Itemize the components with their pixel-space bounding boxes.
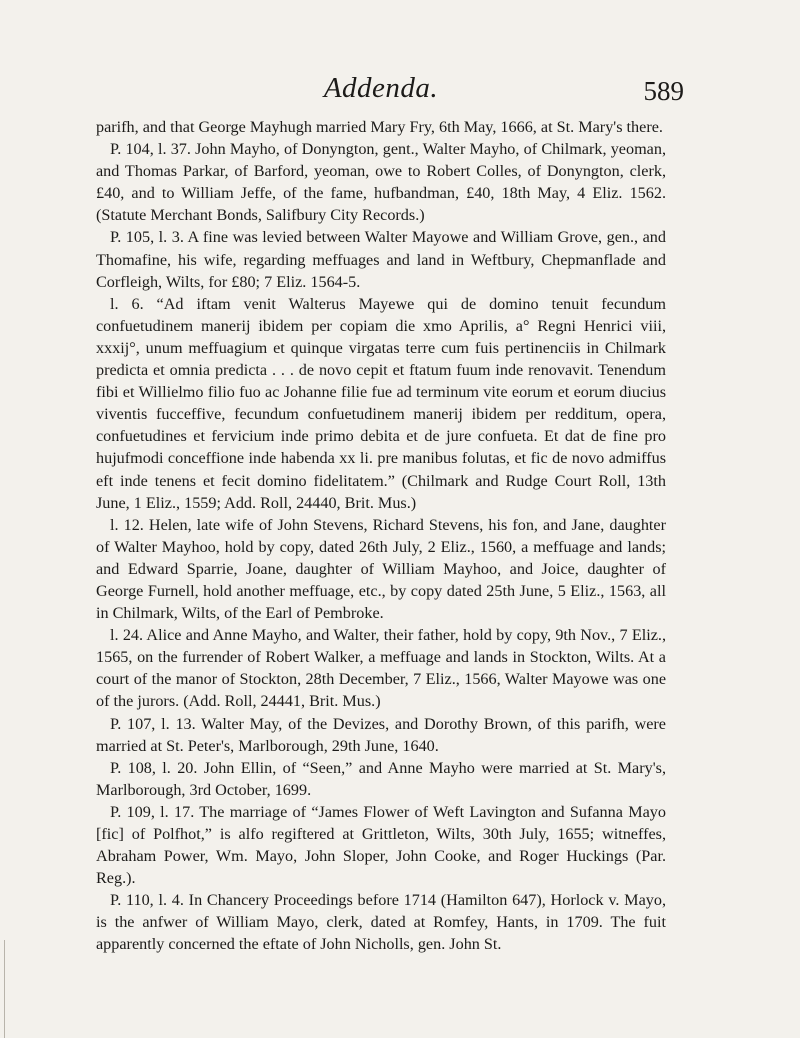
- paragraph-l12: l. 12. Helen, late wife of John Stevens, Richard Stevens, his fon, and Jane, daughter of Walter Mayhoo, hold by copy, dated 26th July, 2 Eliz., 1560, a meffuage and lands; and Edward Sparrie, Joane, daughter of William Mayhoo, and Joice, daughter of George Furnell, hold another meffuage, etc., by copy dated 25th June, 5 Eliz., 1563, all in Chilmark, Wilts, of the Earl of Pembroke.: [96, 515, 666, 623]
- running-head: [96, 72, 684, 112]
- running-title: Addenda.: [323, 72, 439, 104]
- paragraph-continuation: parifh, and that George Mayhugh married Mary Fry, 6th May, 1666, at St. Mary's there.: [96, 118, 663, 136]
- paragraph-latin-court-roll: l. 6. “Ad iftam venit Walterus Mayewe qui de domino tenuit fecundum confuetudinem manerij ibidem per copiam die xmo Aprilis, a° Regni Henrici viii, xxxij°, unum meffuagium et quinque virgatas terre cum fuis pertinenciis in Chilmark predicta et omnia predicta . . . de novo cepit et ftatum fuum inde renovavit. Tenendum fibi et Willielmo filio fuo ac Johanne filie fue ad terminum vite eorum et eorum diucius viventis fucceffive, fecundum confuetudinem manerij ibidem per redditum, opera, confuetudines et fervicium inde primo debita et de jure confueta. Et dat de fine pro hujufmodi conceffione inde habenda xx li. pre manibus folutas, et fic de novo admiffus eft inde tenens et fecit domino fidelitatem.” (Chilmark and Rudge Court Roll, 13th June, 1 Eliz., 1559; Add. Roll, 24440, Brit. Mus.): [96, 294, 666, 512]
- paragraph-l24: l. 24. Alice and Anne Mayho, and Walter, their father, hold by copy, 9th Nov., 7 Eliz., 1565, on the furrender of Robert Walker, a meffuage and lands in Stockton, Wilts. At a court of the manor of Stockton, 28th December, 7 Eliz., 1566, Walter Mayowe was one of the jurors. (Add. Roll, 24441, Brit. Mus.): [96, 626, 666, 711]
- paragraph-p104: P. 104, l. 37. John Mayho, of Donyngton, gent., Walter Mayho, of Chilmark, yeoman, and Thomas Parkar, of Barford, yeoman, owe to Robert Colles, of Donyngton, clerk, £40, and to William Jeffe, of the fame, hufbandman, £40, 18th May, 4 Eliz. 1562. (Statute Merchant Bonds, Salifbury City Records.): [96, 140, 666, 225]
- paragraph-p107: P. 107, l. 13. Walter May, of the Devizes, and Dorothy Brown, of this parifh, were married at St. Peter's, Marlborough, 29th June, 1640.: [96, 714, 666, 755]
- paragraph-p108: P. 108, l. 20. John Ellin, of “Seen,” and Anne Mayho were married at St. Mary's, Marlborough, 3rd October, 1699.: [96, 758, 666, 799]
- gutter-line: [4, 940, 5, 1038]
- paragraph-p109: P. 109, l. 17. The marriage of “James Flower of Weft Lavington and Sufanna Mayo [fic] of Polfhot,” is alfo regiftered at Grittleton, Wilts, 30th July, 1655; witneffes, Abraham Power, Wm. Mayo, John Sloper, John Cooke, and Roger Huckings (Par. Reg.).: [96, 802, 666, 888]
- paragraph-p110: P. 110, l. 4. In Chancery Proceedings before 1714 (Hamilton 647), Horlock v. Mayo, is the anfwer of William Mayo, clerk, dated at Romfey, Hants, in 1709. The fuit apparently concerned the eftate of John Nicholls, gen. John St.: [96, 891, 666, 954]
- page-number: 589: [643, 76, 684, 106]
- body-text: [96, 116, 666, 956]
- paragraph-p105: P. 105, l. 3. A fine was levied between Walter Mayowe and William Grove, gen., and Thomafine, his wife, regarding meffuages and land in Weftbury, Chepmanflade and Corfleigh, Wilts, for £80; 7 Eliz. 1564-5.: [96, 228, 666, 291]
